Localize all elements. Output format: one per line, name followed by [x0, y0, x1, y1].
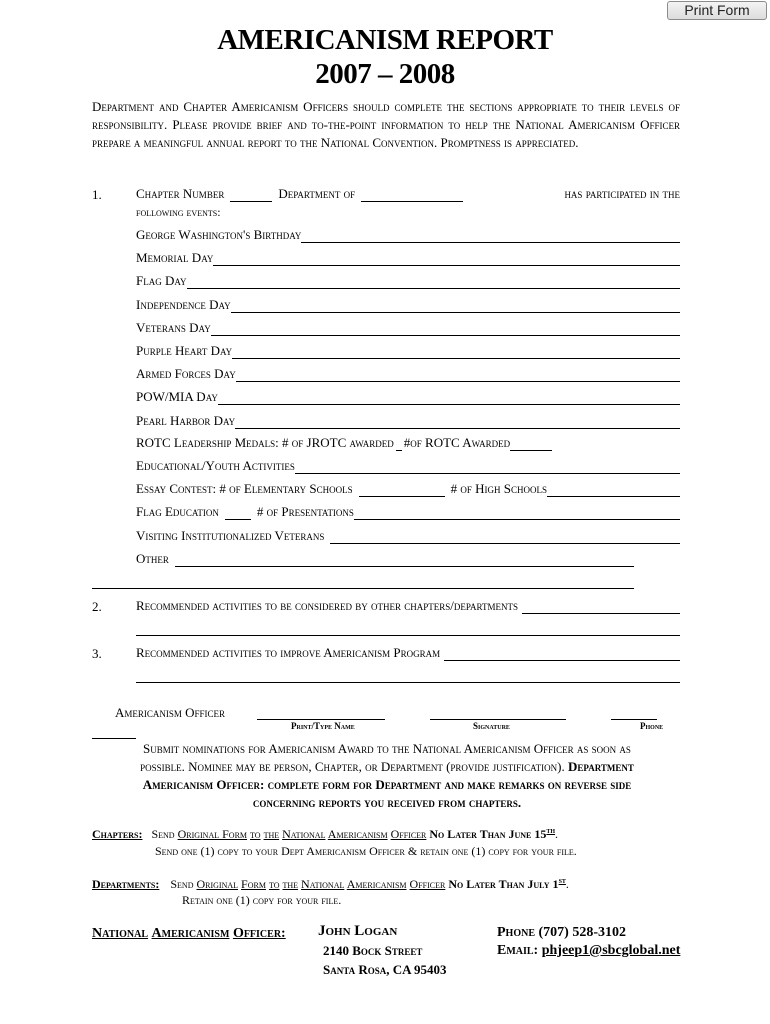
- participated-label: has participated in the: [564, 186, 680, 201]
- event-field[interactable]: [218, 390, 680, 405]
- departments-instructions: Departments: Send Original Form to the National Americanism Officer No Later Than July 1st.: [92, 876, 569, 891]
- event-field[interactable]: [231, 298, 680, 313]
- event-row: [136, 227, 680, 243]
- print-name-caption: Print/Type Name: [291, 721, 355, 731]
- event-row: [136, 413, 680, 429]
- event-field[interactable]: [301, 228, 680, 243]
- departments-copy-note: Retain one (1) copy for your file.: [182, 893, 342, 907]
- officer-phone: Phone (707) 528-3102: [497, 925, 626, 940]
- event-field[interactable]: [211, 321, 680, 336]
- other-label: Other: [136, 551, 169, 566]
- department-of-label: Department of: [278, 186, 356, 201]
- print-name-field[interactable]: [257, 719, 385, 720]
- event-label: Pearl Harbor Day: [136, 412, 236, 428]
- event-label: Veterans Day: [136, 319, 211, 335]
- national-officer-label: National Americanism Officer:: [92, 926, 286, 941]
- event-label: Memorial Day: [136, 250, 214, 266]
- page-title: AMERICANISM REPORT: [217, 24, 553, 56]
- flag-education-field[interactable]: [225, 505, 251, 520]
- event-row: [136, 389, 680, 405]
- event-row: [136, 320, 680, 336]
- event-label: George Washington's Birthday: [136, 227, 302, 242]
- event-row: [136, 366, 680, 382]
- officer-street: 2140 Bock Street: [323, 943, 423, 958]
- flag-education-label: Flag Education: [136, 504, 219, 519]
- section-3-number: 3.: [92, 646, 102, 661]
- event-label: POW/MIA Day: [136, 389, 218, 405]
- intro-paragraph: Department and Chapter Americanism Officers should complete the sections appropriate to their levels of responsibility. Please provide brief and to-the-point information to help the National Americanism Officer prepare a meaningful annual report to the National Convention. Promptness is appreciated.: [92, 99, 680, 150]
- event-field[interactable]: [187, 274, 680, 289]
- other-field-line-2[interactable]: [92, 588, 634, 589]
- officer-email-row: Email: phjeep1@sbcglobal.net: [497, 943, 681, 958]
- high-schools-field[interactable]: [547, 482, 680, 497]
- edu-youth-label: Educational/Youth Activities: [136, 458, 295, 473]
- visiting-field[interactable]: [330, 529, 680, 544]
- event-row: [136, 343, 680, 359]
- essay-high-label: # of High Schools: [450, 481, 547, 496]
- event-label: Armed Forces Day: [136, 366, 236, 382]
- rotc-awarded-label: #of ROTC Awarded: [403, 435, 511, 450]
- event-row: [136, 273, 680, 289]
- americanism-officer-label: Americanism Officer: [115, 705, 226, 720]
- elementary-field[interactable]: [359, 482, 445, 497]
- presentations-label: # of Presentations: [256, 504, 354, 519]
- report-year: 2007 – 2008: [315, 58, 455, 90]
- phone-caption: Phone: [640, 721, 664, 731]
- essay-elementary-label: Essay Contest: # of Elementary Schools: [136, 481, 353, 496]
- signature-field[interactable]: [430, 719, 566, 720]
- blank-line[interactable]: [92, 738, 136, 739]
- edu-youth-field[interactable]: [295, 459, 680, 474]
- section-3-field[interactable]: [444, 646, 680, 661]
- event-field[interactable]: [232, 344, 680, 359]
- officer-name: John Logan: [318, 923, 398, 939]
- phone-field[interactable]: [611, 719, 657, 720]
- jrotc-field[interactable]: [396, 436, 402, 451]
- visiting-label: Visiting Institutionalized Veterans: [136, 528, 325, 543]
- submit-instructions: Submit nominations for Americanism Award to the National Americanism Officer as soon as possible. Nominee may be person, Chapter, or Department (provide justification). Department Americanism Officer: complete form for Department and make remarks on reverse side concerning reports you received from chapters.: [140, 741, 634, 810]
- event-row: [136, 250, 680, 266]
- department-field[interactable]: [361, 187, 463, 202]
- presentations-field[interactable]: [354, 505, 680, 520]
- event-label: Purple Heart Day: [136, 343, 233, 358]
- section-2-label: Recommended activities to be considered by other chapters/departments: [136, 598, 519, 613]
- officer-city: Santa Rosa, CA 95403: [323, 962, 447, 977]
- rotc-jrotc-label: ROTC Leadership Medals: # of JROTC awarded: [136, 435, 394, 450]
- section-2-field-line-2[interactable]: [136, 635, 680, 636]
- officer-email-link[interactable]: phjeep1@sbcglobal.net: [541, 943, 681, 958]
- event-field[interactable]: [235, 414, 680, 429]
- other-field[interactable]: [175, 552, 634, 567]
- chapters-instructions: Chapters: Send Original Form to the National Americanism Officer No Later Than June 15th.: [92, 826, 559, 841]
- chapter-number-label: Chapter Number: [136, 186, 225, 201]
- rotc-field[interactable]: [510, 436, 552, 451]
- event-field[interactable]: [236, 367, 680, 382]
- section-3-field-line-2[interactable]: [136, 682, 680, 683]
- print-form-button[interactable]: Print Form: [667, 1, 767, 20]
- section-1-number: 1.: [92, 187, 102, 202]
- event-label: Flag Day: [136, 273, 187, 289]
- signature-caption: Signature: [473, 721, 510, 731]
- following-events-label: following events:: [136, 205, 221, 219]
- chapters-copy-note: Send one (1) copy to your Dept Americanism Officer & retain one (1) copy for your file.: [155, 844, 577, 858]
- event-row: [136, 297, 680, 313]
- event-field[interactable]: [213, 251, 680, 266]
- section-2-number: 2.: [92, 599, 102, 614]
- event-label: Independence Day: [136, 296, 231, 312]
- section-3-label: Recommended activities to improve Americanism Program: [136, 645, 441, 660]
- chapter-number-field[interactable]: [230, 187, 272, 202]
- section-2-field[interactable]: [522, 599, 680, 614]
